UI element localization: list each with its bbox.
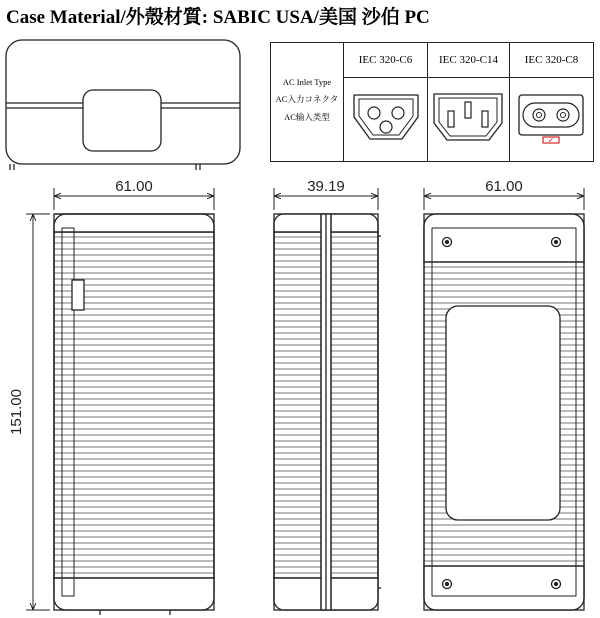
row-label-japanese: AC入力コネクタ bbox=[275, 94, 339, 105]
drawing-title: Case Material/外殼材質: SABIC USA/美国 沙伯 PC bbox=[6, 7, 430, 28]
back-view bbox=[424, 214, 584, 610]
height-label: 151.00 bbox=[8, 389, 25, 435]
front-view bbox=[54, 214, 214, 615]
side-depth-label: 39.19 bbox=[307, 178, 345, 195]
ac-inlet-table bbox=[270, 42, 594, 162]
side-view bbox=[274, 214, 381, 610]
c6-inlet-icon bbox=[346, 89, 426, 145]
c8-cell bbox=[509, 78, 593, 162]
header-c6: IEC 320-C6 bbox=[344, 43, 428, 78]
c14-cell bbox=[428, 78, 510, 162]
c14-inlet-icon bbox=[429, 89, 507, 145]
front-width-label: 61.00 bbox=[115, 178, 153, 195]
back-width-label: 61.00 bbox=[485, 178, 523, 195]
header-c14: IEC 320-C14 bbox=[428, 43, 510, 78]
row-label-inlet-type: AC Inlet Type bbox=[282, 76, 332, 87]
top-view bbox=[6, 40, 240, 170]
selected-checkmark: ✓ bbox=[548, 136, 555, 145]
row-label-chinese: AC输入类型 bbox=[284, 111, 330, 122]
c6-cell bbox=[344, 78, 428, 162]
c8-inlet-icon bbox=[511, 89, 591, 145]
header-c8: IEC 320-C8 bbox=[509, 43, 593, 78]
row-labels-cell bbox=[271, 43, 344, 162]
